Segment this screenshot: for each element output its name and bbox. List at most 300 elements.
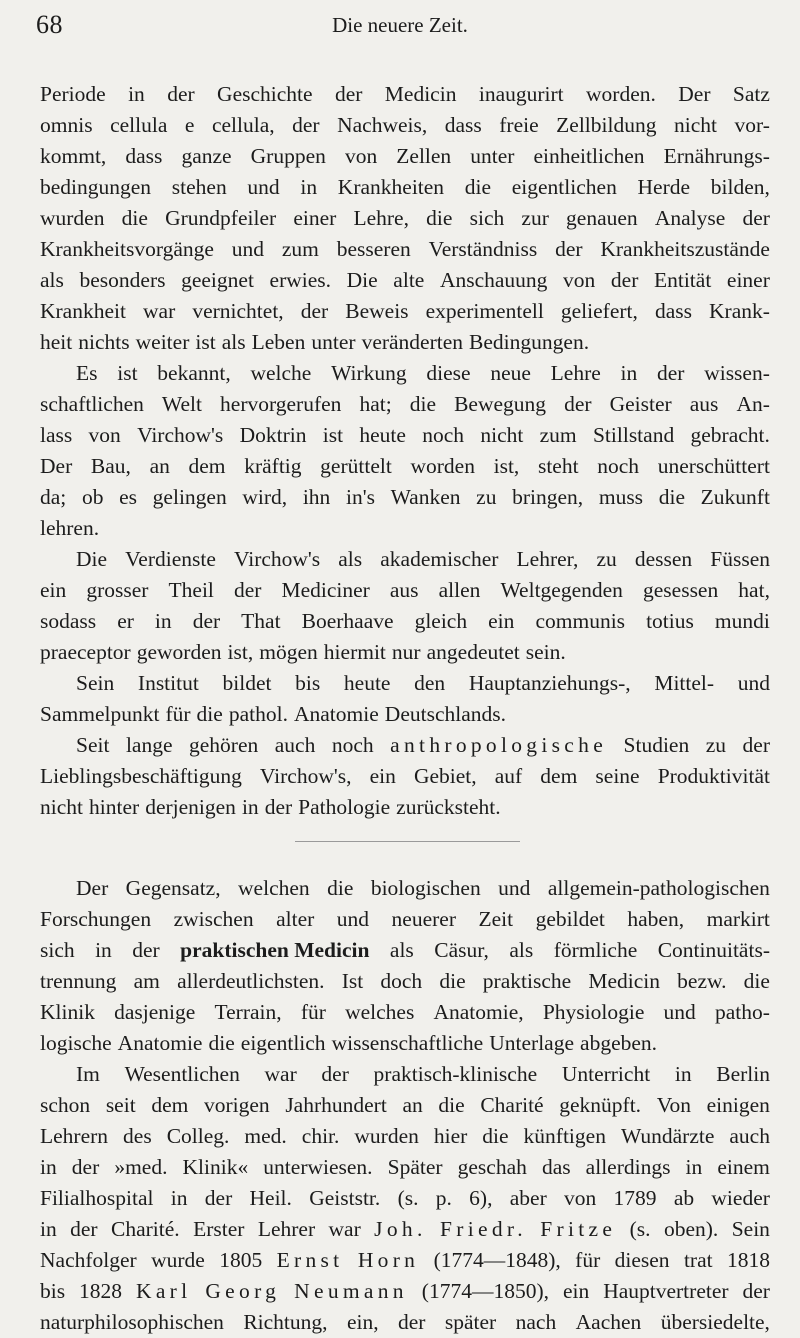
word: für [165, 702, 191, 726]
word: Gegensatz, [125, 876, 221, 900]
word: bringen, [512, 485, 584, 509]
word: Der [40, 454, 73, 478]
word: nach [515, 1310, 557, 1334]
word: ein [488, 609, 515, 633]
text-line [40, 482, 770, 513]
word: Terrain, [214, 1000, 282, 1024]
word: ein [40, 578, 67, 602]
text-line [40, 606, 770, 637]
word: in [154, 609, 172, 633]
word: für [300, 1000, 326, 1024]
word: ist [322, 423, 344, 447]
word: praktisch-klinische [373, 1062, 538, 1086]
word: Von [656, 1093, 691, 1117]
word: Sein [76, 671, 115, 695]
word: hat, [738, 578, 770, 602]
word: mögen [259, 640, 318, 664]
word: zwischen [173, 907, 254, 931]
word: Medicin [588, 969, 660, 993]
word: hiermit [323, 640, 386, 664]
word: stehen [171, 175, 227, 199]
word: ist [117, 361, 138, 385]
word: biologischen [370, 876, 481, 900]
word: für [575, 1248, 601, 1272]
word: in [685, 1155, 703, 1179]
word: Verständniss [428, 237, 538, 261]
word: Wirkung [331, 361, 407, 385]
section-virchow [40, 79, 770, 823]
word: der [71, 1155, 100, 1179]
word: nicht [673, 113, 717, 137]
word: die [327, 876, 354, 900]
word: welche [250, 361, 312, 385]
word: Nachfolger [40, 1248, 137, 1272]
word: geknüpft. [559, 1093, 642, 1117]
text-line [40, 172, 770, 203]
word: geeignet [181, 268, 254, 292]
word: einer [726, 268, 770, 292]
word: allgemein-pathologischen [547, 876, 770, 900]
word: Theil [168, 578, 214, 602]
word: Erster [193, 1217, 245, 1241]
word: Seit [76, 733, 110, 757]
word: war [264, 1062, 297, 1086]
word: der [204, 1186, 233, 1210]
word: gebracht. [690, 423, 770, 447]
word: naturphilosophischen [40, 1310, 224, 1334]
word: Anatomie [293, 702, 379, 726]
word: kräftig [244, 454, 302, 478]
word: Leben [251, 330, 306, 354]
word: Georg [205, 1279, 281, 1303]
word: unterwiesen. [263, 1155, 373, 1179]
word: neuerer [391, 907, 456, 931]
word: allen [438, 578, 481, 602]
word: er [117, 609, 134, 633]
word: bedingungen [40, 175, 152, 199]
word: Physiologie [542, 1000, 645, 1024]
word: dessen [634, 547, 693, 571]
word: Institut [137, 671, 199, 695]
word: worden. [586, 82, 656, 106]
word: ein, [346, 1310, 379, 1334]
word: die [409, 392, 437, 416]
word: heit [40, 330, 73, 354]
word: den [414, 671, 446, 695]
word: Es [76, 361, 98, 385]
word: Zellen [396, 144, 452, 168]
word: logische [40, 1031, 112, 1055]
word: der [610, 268, 639, 292]
word: später [444, 1310, 497, 1334]
word: war [143, 299, 176, 323]
word: und [247, 175, 280, 199]
word: communis [535, 609, 626, 633]
word: diesen [614, 1248, 670, 1272]
word: von [88, 423, 121, 447]
word: oben). [663, 1217, 719, 1241]
word: bilden, [710, 175, 770, 199]
word: zum [539, 423, 577, 447]
text-line [40, 1090, 770, 1121]
word: vorigen [203, 1093, 270, 1117]
word: heute [359, 423, 406, 447]
word: sich [469, 206, 505, 230]
word: Klinik« [182, 1155, 249, 1179]
word: steht [537, 454, 579, 478]
word: in [95, 938, 112, 962]
word: ganze [181, 144, 232, 168]
word: dem [188, 454, 226, 478]
word: veränderten [361, 330, 464, 354]
word: gelingen [152, 485, 227, 509]
word: Forschungen [40, 907, 152, 931]
word: in [674, 1062, 692, 1086]
text-line [40, 1183, 770, 1214]
word: Anatomie [117, 1031, 203, 1055]
text-line [40, 1276, 770, 1307]
word: der [742, 1279, 770, 1303]
word: und [231, 237, 265, 261]
word: Geschichte [217, 82, 313, 106]
word: Krank- [709, 299, 770, 323]
word: unerschüttert [657, 454, 770, 478]
word: Friedr. [440, 1217, 527, 1241]
word: der [70, 1217, 98, 1241]
word: der [192, 609, 221, 633]
word: auf [494, 764, 523, 788]
word: mundi [714, 609, 770, 633]
word: Medicin [384, 82, 457, 106]
word: vor- [734, 113, 770, 137]
word: experimentell [425, 299, 544, 323]
word: Die [76, 547, 108, 571]
text-line [40, 420, 770, 451]
word: unter [311, 330, 356, 354]
word: genauen [566, 206, 638, 230]
word: welches [345, 1000, 415, 1024]
running-head: Die neuere Zeit. [332, 13, 468, 37]
word: Mittel- [654, 671, 715, 695]
word: der [233, 578, 262, 602]
word: (1774—1848), [433, 1248, 561, 1272]
text-line [40, 79, 770, 110]
word: gebildet [535, 907, 605, 931]
word: Deutschlands. [384, 702, 507, 726]
word: am [133, 969, 160, 993]
word: wurde [151, 1248, 205, 1272]
word: Beweis [345, 299, 409, 323]
word: heute [343, 671, 391, 695]
word: Geister [609, 392, 672, 416]
word: einem [717, 1155, 770, 1179]
text-line [40, 327, 770, 358]
word: Virchow's, [259, 764, 352, 788]
word: 1805 [219, 1248, 263, 1272]
word: allerdings [585, 1155, 671, 1179]
word: Geiststr. [309, 1186, 381, 1210]
word: einheitlichen [533, 144, 645, 168]
word: seine [595, 764, 640, 788]
word: Hauptanziehungs-, [468, 671, 631, 695]
word: Lehre, [353, 206, 409, 230]
word: die [743, 969, 770, 993]
word: dass [444, 113, 482, 137]
text-line [40, 761, 770, 792]
word: lass [40, 423, 73, 447]
word: Fritze [540, 1217, 617, 1241]
word: inaugurirt [478, 82, 564, 106]
word: akademischer [380, 547, 499, 571]
word: trennung [40, 969, 117, 993]
word: cellula [110, 113, 168, 137]
word: Die [346, 268, 378, 292]
text-line [40, 544, 770, 575]
word: Zeit [478, 907, 514, 931]
word: Boerhaave [301, 609, 394, 633]
text-line [40, 1028, 770, 1059]
word: der [321, 1062, 349, 1086]
word: schaftlichen [40, 392, 144, 416]
word: in [128, 82, 145, 106]
word: Füssen [710, 547, 770, 571]
word: Richtung, [243, 1310, 328, 1334]
word: in [620, 361, 638, 385]
word: war [328, 1217, 361, 1241]
word: des [123, 1124, 152, 1148]
word: p. [435, 1186, 452, 1210]
word: aus [689, 392, 719, 416]
section-divider [40, 823, 770, 873]
word: die [208, 1031, 235, 1055]
word: Ist [341, 969, 364, 993]
word: trat [683, 1248, 713, 1272]
word: dass [654, 299, 692, 323]
text-line [40, 141, 770, 172]
text-line [40, 513, 770, 544]
text-line [40, 668, 770, 699]
word: geworden [136, 640, 222, 664]
word: Wesentlichen [124, 1062, 240, 1086]
text-line [40, 358, 770, 389]
word: Joh. [374, 1217, 427, 1241]
word: Lehrer [257, 1217, 316, 1241]
word: Pathologie [298, 795, 391, 819]
word: Bau, [90, 454, 131, 478]
word: Gebiet, [413, 764, 477, 788]
word: an [402, 1093, 423, 1117]
word: die [464, 175, 492, 199]
word: Lehre [550, 361, 601, 385]
word: ein [562, 1279, 590, 1303]
word: und [737, 671, 770, 695]
word: die [121, 206, 148, 230]
word: alter [276, 907, 315, 931]
word: derjenigen [145, 795, 236, 819]
text-line [40, 1245, 770, 1276]
word: ein [369, 764, 396, 788]
word: dem [540, 764, 578, 788]
word: zur [521, 206, 549, 230]
text-line [40, 451, 770, 482]
word: die [658, 485, 685, 509]
word: als [40, 268, 64, 292]
word: in [170, 1186, 188, 1210]
word: in's [345, 485, 375, 509]
word: omnis [40, 113, 93, 137]
text-line [40, 792, 770, 823]
word: welchen [238, 876, 310, 900]
word: noch [422, 423, 465, 447]
word: geschah [457, 1155, 527, 1179]
word: der [742, 733, 770, 757]
word: Filialhospital [40, 1186, 154, 1210]
word: anthropologische [390, 733, 608, 757]
word: lange [125, 733, 173, 757]
word: zum [281, 237, 319, 261]
word: grosser [86, 578, 149, 602]
word: der [742, 206, 770, 230]
text-line [40, 997, 770, 1028]
word: bekannt, [157, 361, 231, 385]
word: Der [76, 876, 109, 900]
word: Hauptvertreter [603, 1279, 729, 1303]
word: That [241, 609, 281, 633]
word: gesessen [643, 578, 719, 602]
word: dass [125, 144, 163, 168]
word: praktische [482, 969, 572, 993]
word: es [119, 485, 138, 509]
text-line [40, 637, 770, 668]
word: Wundärzte [620, 1124, 715, 1148]
word: die [438, 1093, 465, 1117]
word: in [40, 1217, 57, 1241]
word: Doktrin [239, 423, 307, 447]
word: 6), [469, 1186, 493, 1210]
word: in [300, 175, 318, 199]
word: Heil. [249, 1186, 292, 1210]
word: Analyse [654, 206, 726, 230]
word: med. [244, 1124, 287, 1148]
word: nur [391, 640, 421, 664]
word: Krankheitszustände [600, 237, 770, 261]
word: die [439, 969, 466, 993]
word: Krankheiten [337, 175, 445, 199]
word: totius [646, 609, 694, 633]
text-line [40, 389, 770, 420]
word: diese [426, 361, 471, 385]
word: cellula, [211, 113, 275, 137]
word: unter [470, 144, 515, 168]
word: sich [40, 938, 75, 962]
text-line [40, 1152, 770, 1183]
word: ist [195, 330, 216, 354]
word: als [338, 547, 363, 571]
word: schon [40, 1093, 91, 1117]
word: erwies. [269, 268, 332, 292]
word: Berlin [716, 1062, 770, 1086]
word: Neumann [294, 1279, 408, 1303]
word: der [132, 938, 160, 962]
word: Im [76, 1062, 100, 1086]
word: von [564, 1186, 597, 1210]
word: (s. [629, 1217, 651, 1241]
text-line [40, 730, 770, 761]
text-line [40, 575, 770, 606]
word: ist, [227, 640, 254, 664]
word: Nachweis, [337, 113, 428, 137]
word: Unterricht [561, 1062, 651, 1086]
word: wird, [242, 485, 288, 509]
word: Charité. [111, 1217, 180, 1241]
word: Anschauung [439, 268, 548, 292]
word: Grundpfeiler [165, 206, 277, 230]
word: an [149, 454, 170, 478]
text-line [40, 1214, 770, 1245]
word: von [344, 144, 378, 168]
word: Karl [136, 1279, 192, 1303]
word: zurücksteht. [396, 795, 501, 819]
word: der [555, 237, 583, 261]
word: neue [490, 361, 531, 385]
word: nicht [480, 423, 524, 447]
word: abgeben. [580, 1031, 658, 1055]
word: Charité [480, 1093, 544, 1117]
word: sodass [40, 609, 97, 633]
word: weiter [135, 330, 190, 354]
word: 1828 [79, 1279, 123, 1303]
word: gleich [414, 609, 468, 633]
text-line [40, 234, 770, 265]
word: lehren. [40, 516, 100, 540]
word: seit [105, 1093, 136, 1117]
word: noch [597, 454, 640, 478]
text-line [40, 873, 770, 904]
word: da; [40, 485, 67, 509]
word: künftigen [523, 1124, 606, 1148]
word: wissenschaftliche [331, 1031, 484, 1055]
word: aus [389, 578, 419, 602]
word: Sein [731, 1217, 770, 1241]
word: bis [40, 1279, 66, 1303]
word: wieder [711, 1186, 770, 1210]
word: Sammelpunkt [40, 702, 160, 726]
text-line [40, 1307, 770, 1338]
word: kommt, [40, 144, 107, 168]
word: praktischen Medicin [180, 938, 370, 962]
word: bezw. [677, 969, 727, 993]
word: aber [509, 1186, 547, 1210]
word: Lieblingsbeschäftigung [40, 764, 242, 788]
word: Weltgegenden [500, 578, 623, 602]
word: Ernährungs- [663, 144, 770, 168]
word: zu [596, 547, 617, 571]
word: hervorgerufen [220, 392, 342, 416]
word: der [264, 795, 293, 819]
body-text [40, 79, 770, 1338]
word: Continuitäts- [657, 938, 770, 962]
word: praeceptor [40, 640, 131, 664]
word: auch [274, 733, 316, 757]
word: bis [295, 671, 321, 695]
word: »med. [114, 1155, 168, 1179]
word: dem [151, 1093, 189, 1117]
word: wurden [40, 206, 105, 230]
word: der [292, 113, 320, 137]
word: doch [380, 969, 423, 993]
word: die [426, 206, 453, 230]
word: als [389, 938, 414, 962]
